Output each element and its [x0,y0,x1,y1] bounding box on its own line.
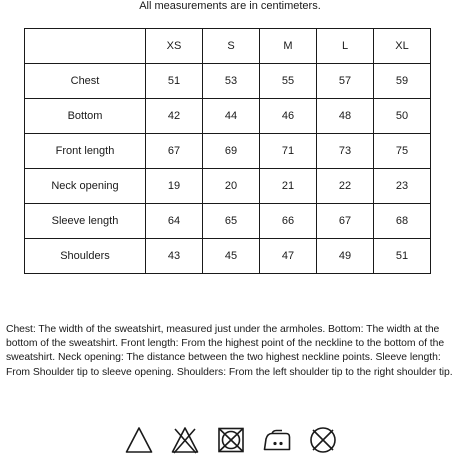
table-cell: 49 [317,239,374,274]
row-label: Neck opening [25,169,146,204]
table-cell: 21 [260,169,317,204]
row-label: Chest [25,64,146,99]
table-cell: 20 [203,169,260,204]
table-row [25,169,431,204]
table-row [25,99,431,134]
iron-medium-heat-icon [262,425,292,455]
table-cell: 75 [374,134,431,169]
header-cell-s: S [203,29,260,64]
table-cell: 55 [260,64,317,99]
table-cell: 65 [203,204,260,239]
table-cell: 66 [260,204,317,239]
table-cell: 47 [260,239,317,274]
row-label: Front length [25,134,146,169]
row-label: Bottom [25,99,146,134]
table-cell: 67 [317,204,374,239]
do-not-tumble-dry-icon [216,425,246,455]
row-label: Sleeve length [25,204,146,239]
table-cell: 59 [374,64,431,99]
table-cell: 48 [317,99,374,134]
table-cell: 71 [260,134,317,169]
table-row [25,134,431,169]
measurement-description: Chest: The width of the sweatshirt, measured just under the armholes. Bottom: The width at the bottom of the sweatshirt. Front length: From the highest point of the neckline to the bottom of the sweatshirt. Neck opening: The distance between the two highest neckline points. Sleeve length: From Shoulder tip to sleeve opening. Shoulders: From the left shoulder tip to the right shoulder tip. [6,324,453,378]
table-cell: 57 [317,64,374,99]
table-cell: 73 [317,134,374,169]
table-row [25,64,431,99]
bleach-allowed-icon [124,425,154,455]
header-cell-xl: XL [374,29,431,64]
table-cell: 19 [146,169,203,204]
header-cell-xs: XS [146,29,203,64]
table-cell: 64 [146,204,203,239]
do-not-dry-clean-icon [308,425,338,455]
table-cell: 68 [374,204,431,239]
table-cell: 23 [374,169,431,204]
care-instructions [124,424,338,456]
table-cell: 46 [260,99,317,134]
table-cell: 50 [374,99,431,134]
table-cell: 22 [317,169,374,204]
table-cell: 51 [146,64,203,99]
table-row [25,239,431,274]
table-row [25,204,431,239]
header-cell-m: M [260,29,317,64]
size-chart-table [24,28,431,274]
table-cell: 67 [146,134,203,169]
table-cell: 43 [146,239,203,274]
table-header-row [25,29,431,64]
row-label: Shoulders [25,239,146,274]
table-cell: 69 [203,134,260,169]
header-cell-l: L [317,29,374,64]
header-cell-empty [25,29,146,64]
table-cell: 44 [203,99,260,134]
table-cell: 42 [146,99,203,134]
table-cell: 51 [374,239,431,274]
measurements-caption: All measurements are in centimeters. [139,0,321,12]
table-cell: 53 [203,64,260,99]
do-not-bleach-icon [170,425,200,455]
table-cell: 45 [203,239,260,274]
